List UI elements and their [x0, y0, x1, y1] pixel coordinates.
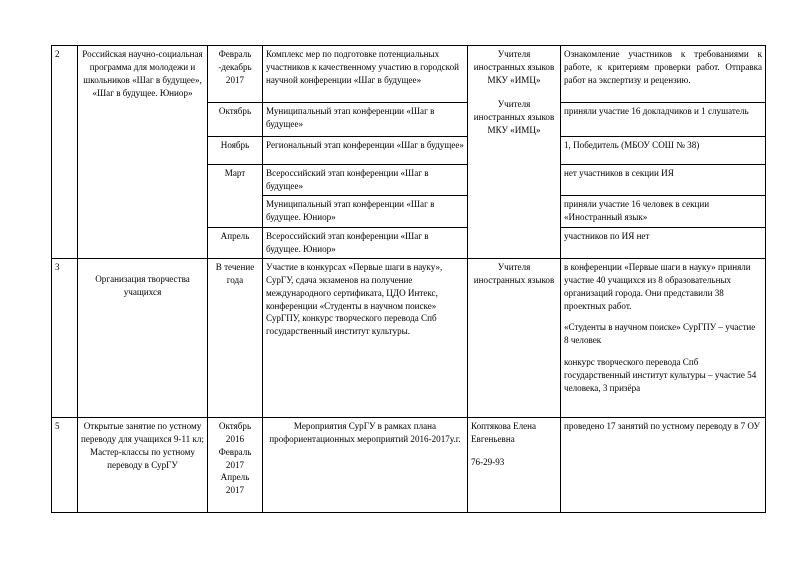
result-cell: приняли участие 16 человек в секции «Иностранный язык»: [561, 196, 766, 228]
event-cell: Открытые занятие по устному переводу для учащихся 9-11 кл; Мастер-классы по устному переводу в СурГУ: [78, 417, 208, 512]
result-paragraph: «Студенты в научном поиске» СурГПУ – участие 8 человек: [564, 322, 756, 346]
spacer: [471, 446, 557, 456]
description-cell: Региональный этап конференции «Шаг в будущее»: [263, 137, 468, 165]
date-cell: Ноябрь: [208, 137, 263, 165]
result-cell: проведено 17 занятий по устному переводу в 7 ОУ: [561, 417, 766, 512]
description-cell: Участие в конкурсах «Первые шаги в науку», СурГУ, сдача экзаменов на получение международного сертификата, ЦДО Интекс, конференции «Студенты в научном поиске» СурГПУ, конкурс творческого перевода Спб государственный институт культуры.: [263, 258, 468, 417]
row-number-cell: 2: [52, 46, 78, 259]
spacer: [471, 87, 557, 98]
date-cell: Октябрь: [208, 103, 263, 137]
result-cell: нет участников в секции ИЯ: [561, 165, 766, 196]
event-cell: Организация творчества учащихся: [78, 258, 208, 417]
description-cell: Всероссийский этап конференции «Шаг в будущее»: [263, 165, 468, 196]
result-cell: Ознакомление участников к требованиями к работе, к критериям проверки работ. Отправка работ на экспертизу и рецензию.: [561, 46, 766, 103]
table-row: [52, 417, 766, 512]
description-cell: Всероссийский этап конференции «Шаг в будущее. Юниор»: [263, 228, 468, 259]
description-cell: Муниципальный этап конференции «Шаг в будущее. Юниор»: [263, 196, 468, 228]
row-number-cell: 5: [52, 417, 78, 512]
row-number-cell: 3: [52, 258, 78, 417]
responsible-cell: [468, 417, 561, 512]
date-cell: Апрель: [208, 228, 263, 259]
responsible-name: Коптякова Елена Евгеньевна: [471, 420, 537, 444]
activity-plan-table: [51, 45, 766, 513]
date-cell: Февраль -декабрь 2017: [208, 46, 263, 103]
description-cell: Мероприятия СурГУ в рамках плана профориентационных мероприятий 2016-2017у.г.: [263, 417, 468, 512]
result-cell: [561, 258, 766, 417]
date-cell: Октябрь 2016 Февраль 2017 Апрель 2017: [208, 417, 263, 512]
responsible-phone: 76-29-93: [471, 456, 505, 467]
result-cell: участников по ИЯ нет: [561, 228, 766, 259]
responsible-cell: Учителя иностранных языков: [468, 258, 561, 417]
table-row: [52, 46, 766, 103]
responsible-block-1: Учителя иностранных языков МКУ «ИМЦ»: [473, 49, 555, 85]
result-cell: 1, Победитель (МБОУ СОШ № 38): [561, 137, 766, 165]
description-cell: Муниципальный этап конференции «Шаг в будущее»: [263, 103, 468, 137]
responsible-block-2: Учителя иностранных языков МКУ «ИМЦ»: [473, 98, 555, 135]
result-cell: приняли участие 16 докладчиков и 1 слушатель: [561, 103, 766, 137]
description-cell: Комплекс мер по подготовке потенциальных участников к качественному участию в городской научной конференции «Шаг в будущее»: [263, 46, 468, 103]
responsible-cell: [468, 46, 561, 259]
date-cell: В течение года: [208, 258, 263, 417]
result-paragraph: в конференции «Первые шаги в науку» приняли участие 40 учащихся из 8 образовательных организаций города. Они представили 38 проектных работ.: [564, 261, 751, 311]
result-paragraph: конкурс творческого перевода Спб государственный институт культуры – участие 54 человека, 3 призёра: [564, 357, 757, 394]
date-cell: Март: [208, 165, 263, 228]
table-row: [52, 258, 766, 417]
event-cell: Российская научно-социальная программа для молодежи и школьников «Шаг в будущее», «Шаг в будущее. Юниор»: [78, 46, 208, 259]
